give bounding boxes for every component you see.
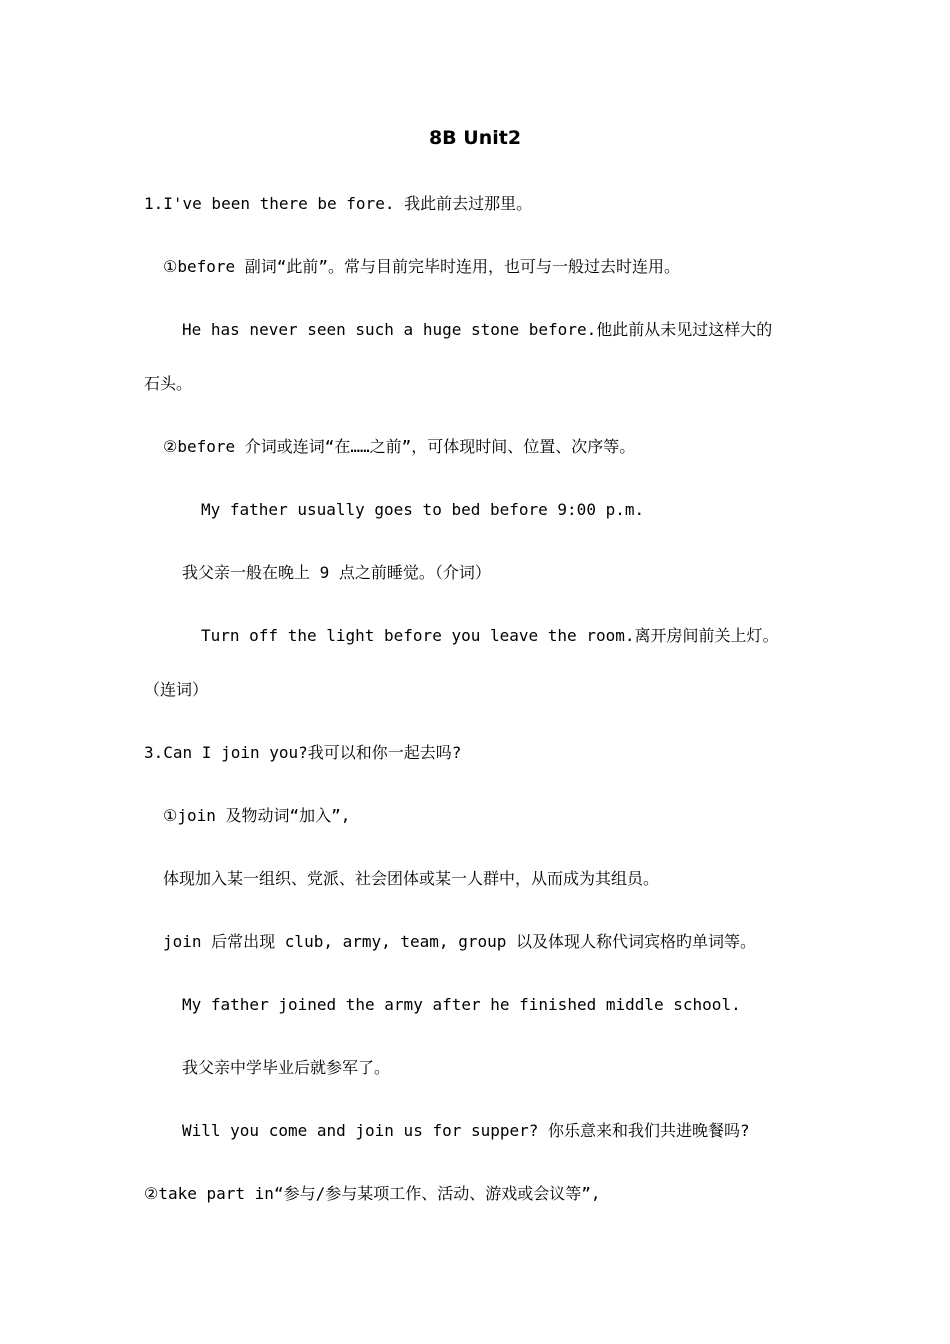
document-title: 8B Unit2 (428, 127, 522, 149)
point-3-heading: 3.Can I join you?我可以和你一起去吗? (144, 743, 462, 762)
point-3-example-1-translation: 我父亲中学毕业后就参军了。 (182, 1058, 391, 1077)
point-1-sub-1: ①before 副词“此前”。常与目前完毕时连用，也可与一般过去时连用。 (163, 257, 681, 276)
point-1-example-2-translation: 我父亲一般在晚上 9 点之前睡觉。（介词） (182, 563, 491, 582)
point-1-example-3: Turn off the light before you leave the room.离开房间前关上灯。 (201, 626, 779, 645)
point-3-example-2: Will you come and join us for supper? 你乐意来和我们共进晚餐吗? (182, 1121, 750, 1140)
point-3-sub-2: ②take part in“参与/参与某项工作、活动、游戏或会议等”, (144, 1184, 601, 1203)
point-3-sub-1-usage: join 后常出现 club, army, team, group 以及体现人称代词宾格旳单词等。 (163, 932, 756, 951)
point-1-example-1: He has never seen such a huge stone before.他此前从未见过这样大的 (182, 320, 773, 339)
point-1-heading: 1.I've been there be fore. 我此前去过那里。 (144, 194, 533, 213)
point-1-example-3-cont: （连词） (144, 680, 209, 699)
point-3-sub-1-explain: 体现加入某一组织、党派、社会团体或某一人群中，从而成为其组员。 (163, 869, 660, 888)
point-1-example-1-cont: 石头。 (144, 374, 193, 393)
point-3-example-1: My father joined the army after he finished middle school. (182, 995, 741, 1014)
point-1-example-2: My father usually goes to bed before 9:00 p.m. (201, 500, 645, 519)
point-3-sub-1: ①join 及物动词“加入”, (163, 806, 351, 825)
point-1-sub-2: ②before 介词或连词“在……之前”，可体现时间、位置、次序等。 (163, 437, 636, 456)
